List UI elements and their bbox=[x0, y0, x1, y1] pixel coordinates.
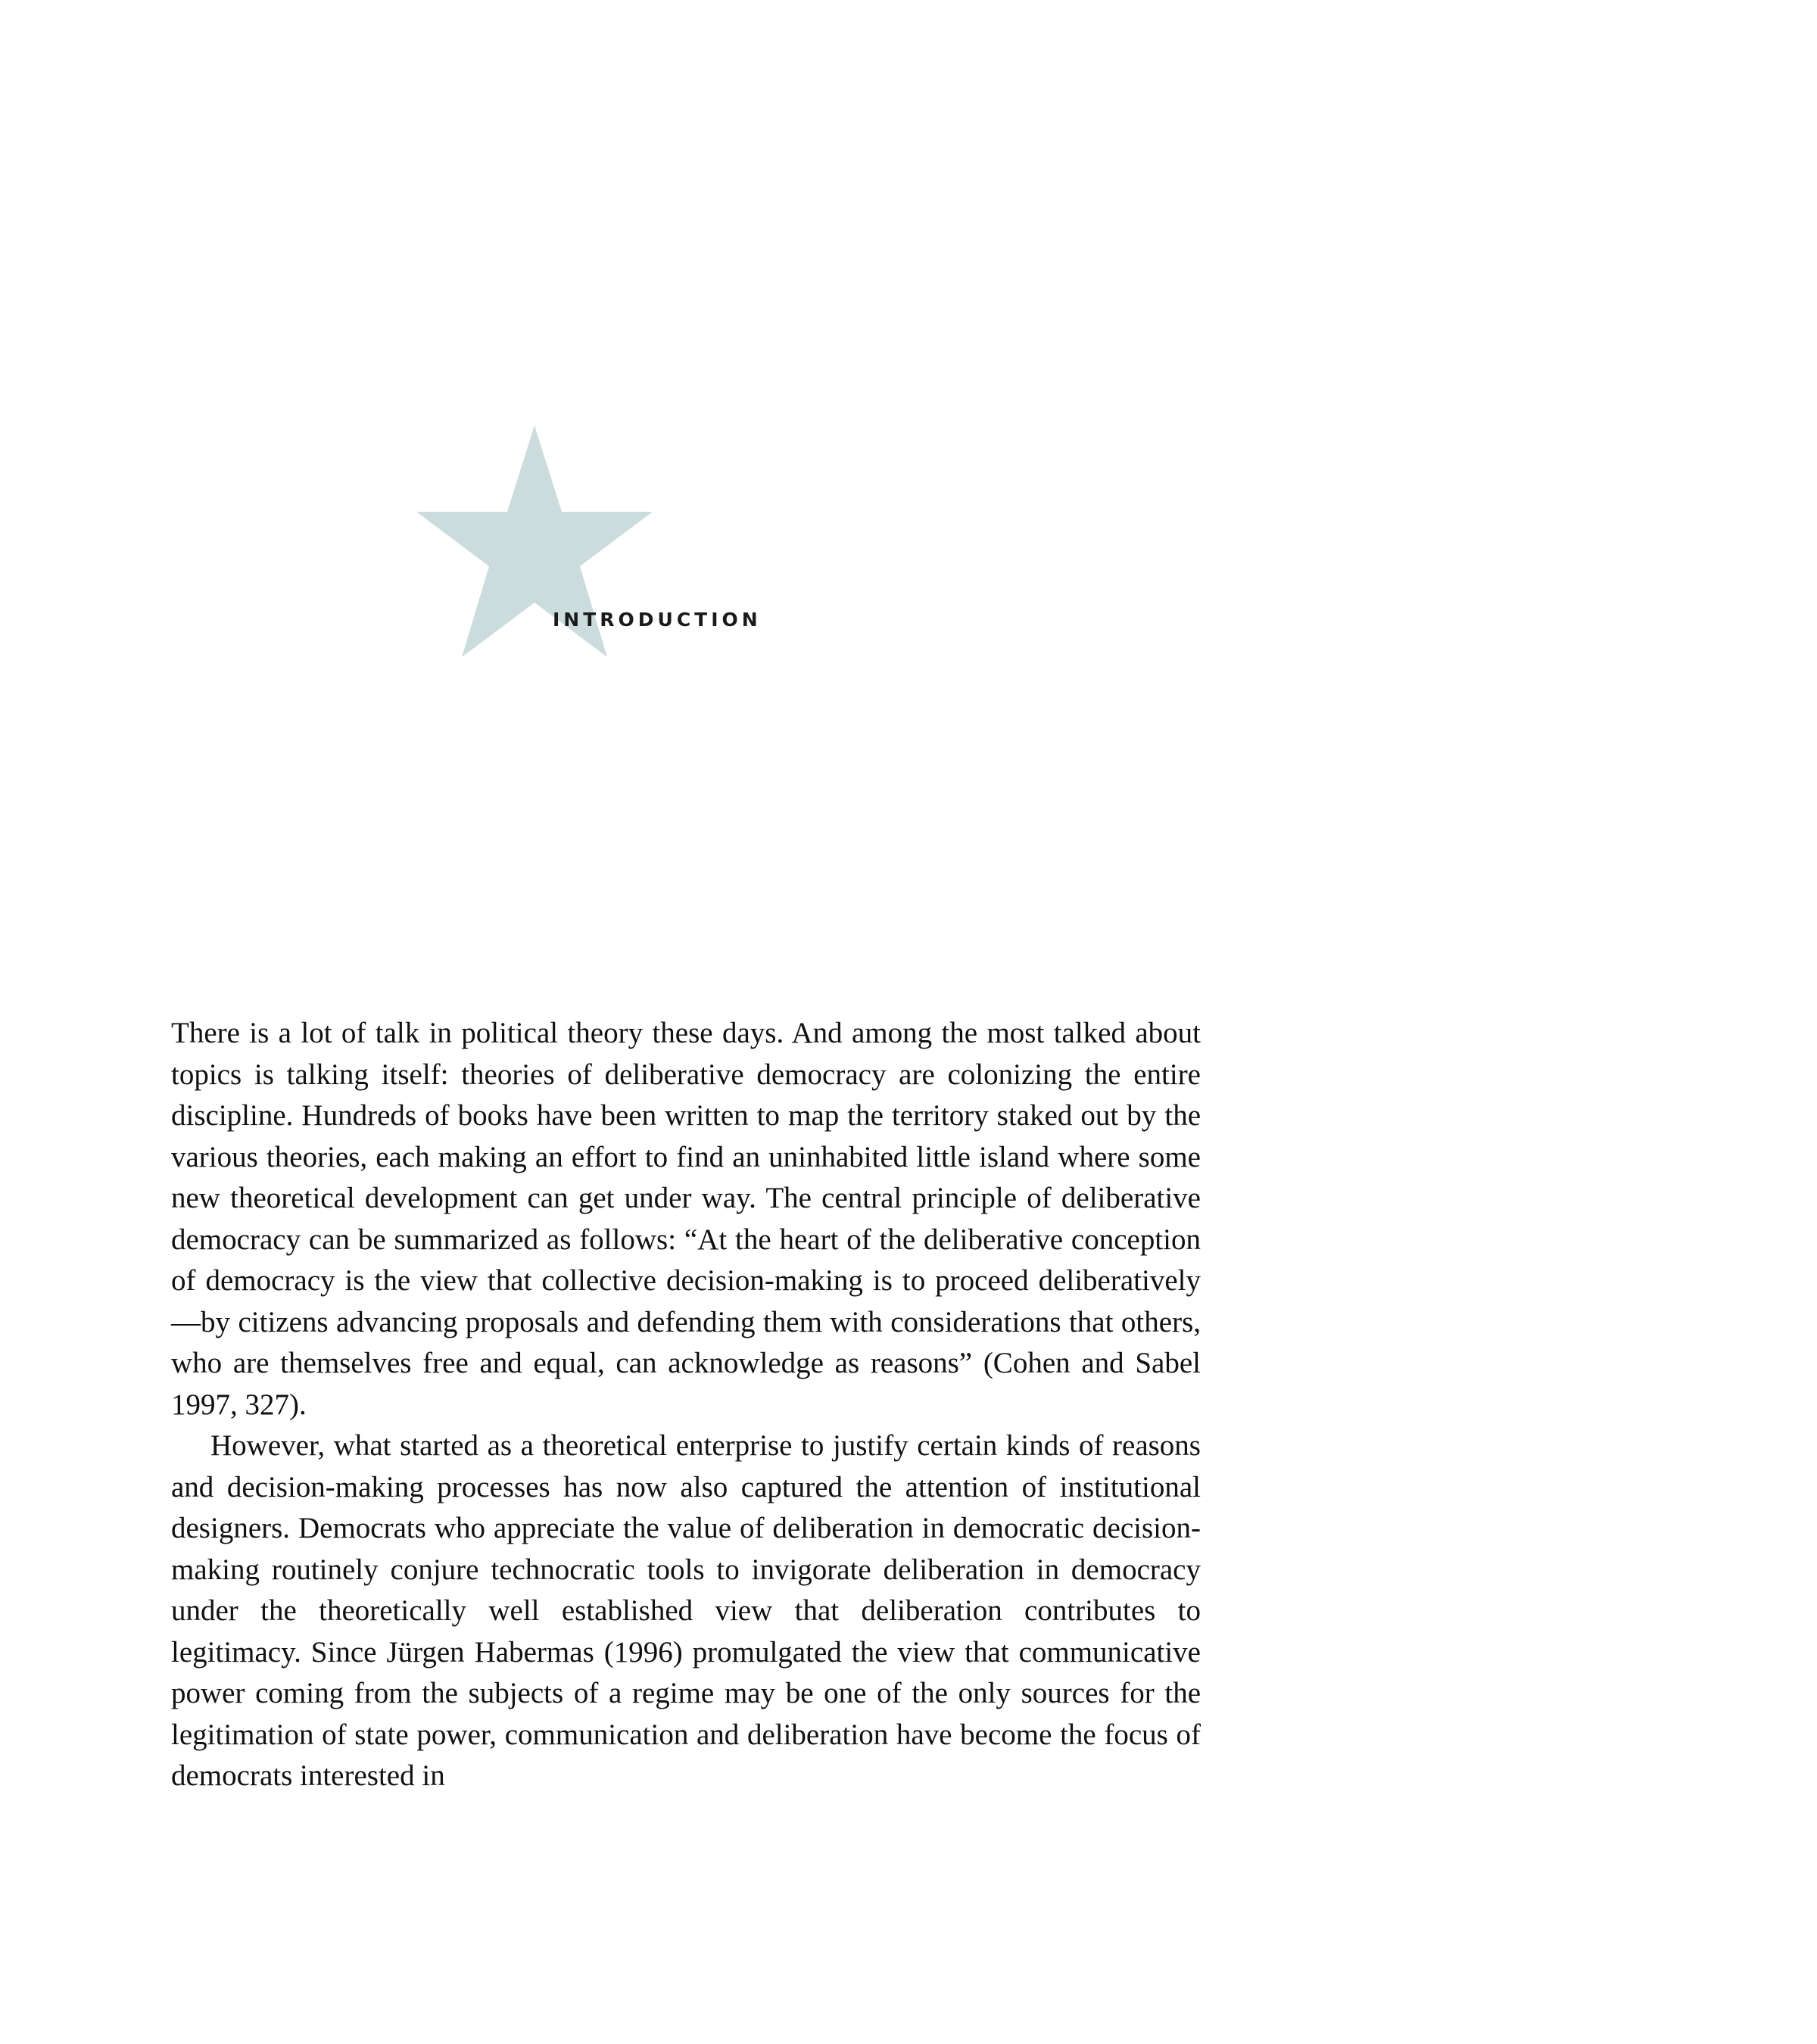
paragraph-1: There is a lot of talk in political theory these days. And among the most talked about topics is talking itself: theories of deliberative democracy are colonizing the entire discipline. Hundreds of books have been written to map the territory staked out by the various theories, each making an effort to find an uninhabited little island where some new theoretical development can get under way. The central principle of deliberative democracy can be summarized as follows: “At the heart of the deliberative conception of democracy is the view that collective decision-making is to proceed deliberatively—by citizens advancing proposals and defending them with considerations that others, who are themselves free and equal, can acknowledge as reasons” (Cohen and Sabel 1997, 327). bbox=[171, 1017, 1201, 1421]
body-text bbox=[171, 1013, 1201, 1797]
paragraph-2: However, what started as a theoretical enterprise to justify certain kinds of reasons and decision-making processes has now also captured the attention of institutional designers. Democrats who appreciate the value of deliberation in democratic decision-making routinely conjure technocratic tools to invigorate deliberation in democracy under the theoretically well established view that deliberation contributes to legitimacy. Since Jürgen Habermas (1996) promulgated the view that communicative power coming from the subjects of a regime may be one of the only sources for the legitimation of state power, communication and deliberation have become the focus of democrats interested in bbox=[171, 1429, 1201, 1792]
chapter-heading bbox=[416, 425, 946, 668]
chapter-title: INTRODUCTION bbox=[553, 609, 762, 631]
